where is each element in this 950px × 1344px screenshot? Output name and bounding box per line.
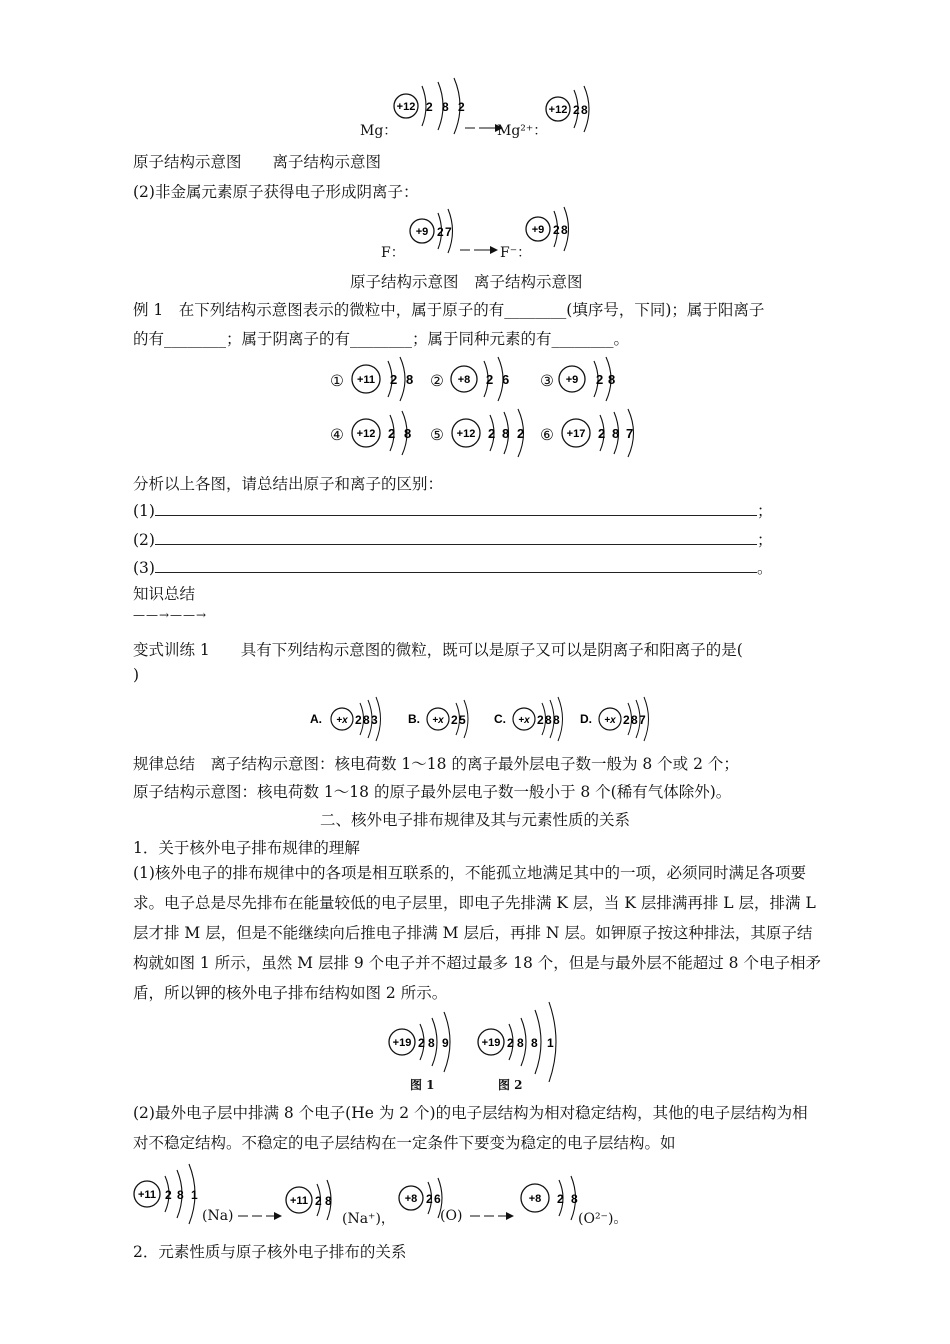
para1: (1)核外电子的排布规律中的各项是相互联系的，不能孤立地满足其中的一项，必须同时满足各项要求。电子总是尽先排布在能量较低的电子层里，即电子先排满 K 层，当 K 层排满再排 L 层，排满 L 层才排 M 层，但是不能继续向后推电子排满 M 层后，再排 N 层。如钾原子按这种排法，其原子结构就如图 1 所示，虽然 M 层排 9 个电子并不超过最多 18 个，但是与最外层不能超过 8 个电子相矛盾，所以钾的核外电子排布结构如图 2 所示。 xyxy=(133,864,821,1002)
item-number: ⑥ xyxy=(540,426,554,444)
svg-text:8: 8 xyxy=(177,1188,184,1202)
svg-text:2: 2 xyxy=(451,713,458,727)
nucleus-charge: +9 xyxy=(531,224,545,236)
svg-text:3: 3 xyxy=(371,713,378,727)
example1-line2: 的有________；属于阴离子的有________；属于同种元素的有________。 xyxy=(133,330,630,348)
svg-text:7: 7 xyxy=(639,713,646,727)
svg-text:D.: D. xyxy=(580,712,592,726)
svg-text:+11: +11 xyxy=(356,374,376,386)
svg-text:2: 2 xyxy=(623,713,630,727)
nucleus-charge: +12 xyxy=(396,101,416,113)
svg-text:7: 7 xyxy=(626,426,634,441)
svg-text:8: 8 xyxy=(363,713,370,727)
svg-text:8: 8 xyxy=(553,713,560,727)
svg-text:1: 1 xyxy=(547,1036,554,1050)
svg-text:2: 2 xyxy=(537,713,544,727)
shell-count: 2 xyxy=(426,100,433,114)
item-number: ① xyxy=(330,372,344,390)
svg-text:+8: +8 xyxy=(404,1193,418,1205)
svg-text:8: 8 xyxy=(428,1036,435,1050)
svg-text:2: 2 xyxy=(486,372,494,387)
svg-text:2: 2 xyxy=(390,372,398,387)
item-number: ② xyxy=(430,372,444,390)
shell-count: 7 xyxy=(445,225,452,239)
na-atom-diagram xyxy=(133,1164,213,1226)
svg-text:2: 2 xyxy=(557,1192,564,1206)
svg-text:8: 8 xyxy=(517,1036,524,1050)
svg-text:+8: +8 xyxy=(528,1193,542,1205)
answer-blank xyxy=(155,558,757,573)
svg-text:+x: +x xyxy=(604,715,616,726)
svg-text:1: 1 xyxy=(191,1188,198,1202)
svg-text:2: 2 xyxy=(596,372,604,387)
mg-ion-diagram xyxy=(544,84,604,136)
svg-text:2: 2 xyxy=(598,426,606,441)
svg-text:+x: +x xyxy=(518,715,530,726)
rule-summary-line1: 规律总结 离子结构示意图：核电荷数 1～18 的离子最外层电子数一般为 8 个或 2 个； xyxy=(133,755,739,773)
svg-text:+8: +8 xyxy=(457,374,471,386)
fig2-caption: 图 2 xyxy=(498,1078,523,1092)
shell-count: 2 xyxy=(437,225,444,239)
mg-ion-symbol: Mg²⁺： xyxy=(497,123,548,139)
k-figure-1 xyxy=(388,1012,468,1072)
svg-text:2: 2 xyxy=(517,426,525,441)
svg-text:+19: +19 xyxy=(392,1037,412,1049)
svg-text:B.: B. xyxy=(408,712,420,726)
mg-atom-symbol: Mg： xyxy=(360,123,398,139)
answer-blank xyxy=(155,530,757,545)
rule-summary-line2: 原子结构示意图：核电荷数 1～18 的原子最外层电子数一般小于 8 个(稀有气体除外)。 xyxy=(133,783,732,801)
svg-text:+9: +9 xyxy=(565,374,579,386)
svg-text:2: 2 xyxy=(388,426,396,441)
svg-text:6: 6 xyxy=(434,1192,441,1206)
analysis-item-2: (2) ； xyxy=(133,531,773,549)
nucleus-charge: +9 xyxy=(415,226,429,238)
o-ion-label: (O²⁻)。 xyxy=(578,1211,628,1227)
svg-text:8: 8 xyxy=(545,713,552,727)
svg-text:+11: +11 xyxy=(137,1189,157,1201)
svg-text:+11: +11 xyxy=(289,1195,309,1207)
svg-text:2: 2 xyxy=(418,1036,425,1050)
svg-text:2: 2 xyxy=(488,426,496,441)
f-captions: 原子结构示意图 离子结构示意图 xyxy=(350,273,583,291)
shell-count: 8 xyxy=(581,103,588,117)
svg-text:2: 2 xyxy=(315,1194,322,1208)
shell-count: 8 xyxy=(442,100,449,114)
analysis-heading: 分析以上各图，请总结出原子和离子的区别： xyxy=(133,475,444,493)
para2: (2)最外电子层中排满 8 个电子(He 为 2 个)的电子层结构为相对稳定结构，其他的电子层结构为相对不稳定结构。不稳定的电子层结构在一定条件下要变为稳定的电子层结构。如 xyxy=(133,1104,808,1152)
knowledge-summary: 知识总结 xyxy=(133,585,196,603)
mg-captions: 原子结构示意图 离子结构示意图 xyxy=(133,153,382,171)
variant1-line2: ) xyxy=(133,666,140,684)
o-atom-label: (O) xyxy=(440,1208,463,1224)
f-atom-diagram xyxy=(408,208,468,258)
svg-text:8: 8 xyxy=(404,426,412,441)
point2-title: 2．元素性质与原子核外电子排布的关系 xyxy=(133,1243,407,1261)
item-number: ⑤ xyxy=(430,426,444,444)
svg-text:+x: +x xyxy=(336,715,348,726)
shell-count: 2 xyxy=(553,223,560,237)
point1-title: 1．关于核外电子排布规律的理解 xyxy=(133,839,360,857)
na-atom-label: (Na) xyxy=(202,1208,234,1224)
shell-count: 2 xyxy=(458,100,465,114)
k-figure-2 xyxy=(477,1002,567,1082)
svg-text:C.: C. xyxy=(494,712,506,726)
svg-text:2: 2 xyxy=(507,1036,514,1050)
na-ion-diagram xyxy=(285,1180,345,1230)
svg-text:A.: A. xyxy=(310,712,322,726)
svg-text:5: 5 xyxy=(459,713,466,727)
shell-count: 2 xyxy=(573,103,580,117)
svg-text:8: 8 xyxy=(406,372,414,387)
f-atom-symbol: F： xyxy=(381,245,405,261)
svg-text:+12: +12 xyxy=(356,428,376,440)
variant1-line1: 变式训练 1 具有下列结构示意图的微粒，既可以是原子又可以是阴离子和阳离子的是( xyxy=(133,641,743,659)
svg-text:2: 2 xyxy=(426,1192,433,1206)
svg-text:8: 8 xyxy=(631,713,638,727)
svg-text:8: 8 xyxy=(325,1194,332,1208)
nonmetal-heading: (2)非金属元素原子获得电子形成阴离子： xyxy=(133,183,419,201)
example1-line1: 例 1 在下列结构示意图表示的微粒中，属于原子的有________(填序号，下同)；属于阳离子 xyxy=(133,301,765,319)
f-arrow xyxy=(460,245,500,255)
shell-count: 8 xyxy=(561,223,568,237)
svg-text:+17: +17 xyxy=(566,428,586,440)
analysis-item-3: (3) 。 xyxy=(133,559,773,577)
arrow-line: ——→——→ xyxy=(133,608,208,622)
svg-text:+12: +12 xyxy=(456,428,476,440)
item-number: ④ xyxy=(330,426,344,444)
svg-text:8: 8 xyxy=(502,426,510,441)
na-arrow xyxy=(238,1211,284,1221)
answer-blank xyxy=(155,501,757,516)
mg-atom-diagram xyxy=(392,78,472,138)
svg-text:8: 8 xyxy=(571,1192,578,1206)
svg-text:8: 8 xyxy=(612,426,620,441)
svg-text:6: 6 xyxy=(502,372,510,387)
svg-text:+19: +19 xyxy=(481,1037,501,1049)
svg-text:8: 8 xyxy=(608,372,616,387)
nucleus-charge: +12 xyxy=(548,104,568,116)
svg-text:2: 2 xyxy=(355,713,362,727)
analysis-item-1: (1) ； xyxy=(133,502,773,520)
svg-text:8: 8 xyxy=(531,1036,538,1050)
f-ion-symbol: F⁻： xyxy=(500,245,532,261)
section2-title: 二、核外电子排布规律及其与元素性质的关系 xyxy=(319,811,631,829)
svg-text:9: 9 xyxy=(442,1036,449,1050)
fig1-caption: 图 1 xyxy=(410,1078,435,1092)
svg-text:+x: +x xyxy=(432,715,444,726)
na-ion-label: (Na⁺)， xyxy=(342,1211,395,1227)
svg-text:2: 2 xyxy=(165,1188,172,1202)
o-arrow xyxy=(470,1211,516,1221)
item-number: ③ xyxy=(540,372,554,390)
f-ion-diagram xyxy=(524,206,584,256)
